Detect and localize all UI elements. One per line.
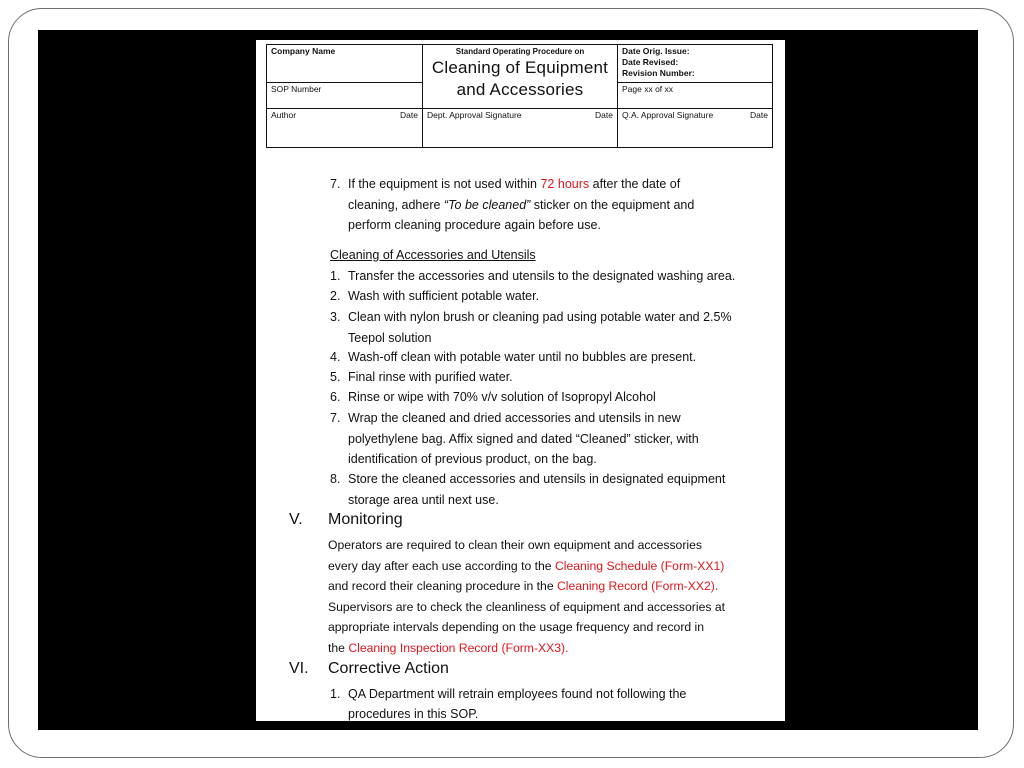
accessory-step-line: Wash with sufficient potable water. <box>348 289 540 303</box>
company-name-cell <box>267 45 423 83</box>
accessory-step-number: 5. <box>330 370 341 384</box>
date-orig-label: Date Orig. Issue: <box>622 46 690 56</box>
step-7-line-2 <box>348 195 778 216</box>
qa-approval-label: Q.A. Approval Signature <box>622 110 714 120</box>
monitoring-line-2 <box>328 556 773 577</box>
accessory-step-number: 8. <box>330 472 341 486</box>
monitoring-line-3 <box>328 576 773 597</box>
sop-document-page <box>256 40 785 721</box>
revision-number-label: Revision Number: <box>622 68 695 78</box>
qa-date-label: Date <box>750 110 768 120</box>
accessory-step-line: Teepol solution <box>348 330 432 345</box>
monitoring-line-6 <box>328 638 773 659</box>
text-span: after the date of <box>589 177 681 191</box>
step-7-line-1 <box>348 174 778 195</box>
step-number: 7. <box>330 177 341 191</box>
monitoring-line-4: Supervisors are to check the cleanliness of equipment and accessories at <box>328 600 725 614</box>
author-cell <box>267 109 423 148</box>
dept-date-label: Date <box>595 110 613 120</box>
text-span: sticker on the equipment and <box>530 198 695 212</box>
author-label: Author <box>271 110 297 120</box>
accessory-step-number: 7. <box>330 411 341 425</box>
page-cell <box>618 83 773 109</box>
dept-approval-cell <box>423 109 618 148</box>
cleaning-record-ref: Cleaning Record (Form-XX2). <box>557 579 719 593</box>
sop-title-line1: Cleaning of Equipment <box>431 58 609 77</box>
sop-header-table <box>266 44 773 148</box>
accessory-step-line: Final rinse with purified water. <box>348 370 513 384</box>
text-span: cleaning, adhere <box>348 198 444 212</box>
sop-number-label: SOP Number <box>271 84 322 94</box>
step-7-line-3: perform cleaning procedure again before use. <box>348 218 601 232</box>
section-vi-title: Corrective Action <box>328 660 449 677</box>
sop-title-cell <box>423 45 618 109</box>
accessory-step-number: 3. <box>330 310 341 324</box>
corrective-line-2: procedures in this SOP. <box>348 707 479 721</box>
accessory-step-line: Store the cleaned accessories and utensils in designated equipment <box>348 472 726 486</box>
section-v-number: V. <box>289 511 303 528</box>
author-date-label: Date <box>400 110 418 120</box>
accessories-heading: Cleaning of Accessories and Utensils <box>330 248 536 262</box>
dates-cell <box>618 45 773 83</box>
qa-approval-cell <box>618 109 773 148</box>
monitoring-line-5: appropriate intervals depending on the usage frequency and record in <box>328 620 705 634</box>
text-span: and record their cleaning procedure in the <box>328 579 557 593</box>
to-be-cleaned-italic: “To be cleaned” <box>443 198 531 212</box>
sop-title-line2: and Accessories <box>456 80 584 99</box>
corrective-line-1: QA Department will retrain employees found not following the <box>348 687 687 701</box>
text-span: If the equipment is not used within <box>348 177 541 191</box>
accessory-step-line: Rinse or wipe with 70% v/v solution of Isopropyl Alcohol <box>348 390 656 404</box>
text-span: the <box>328 641 349 655</box>
accessory-step-line: Transfer the accessories and utensils to the designated washing area. <box>348 269 736 283</box>
page-number-label: Page xx of xx <box>622 84 674 94</box>
section-v-title: Monitoring <box>328 511 403 528</box>
accessory-step-line: storage area until next use. <box>348 492 499 507</box>
sop-title-top: Standard Operating Procedure on <box>455 47 585 56</box>
accessory-step-line: polyethylene bag. Affix signed and dated “Cleaned” sticker, with <box>348 431 699 446</box>
dept-approval-label: Dept. Approval Signature <box>427 110 522 120</box>
cleaning-schedule-ref: Cleaning Schedule (Form-XX1) <box>554 559 725 573</box>
cleaning-inspection-ref: Cleaning Inspection Record (Form-XX3). <box>348 641 569 655</box>
corrective-step-number: 1. <box>330 687 341 701</box>
accessory-step-number: 6. <box>330 390 341 404</box>
text-span: every day after each use according to the <box>328 559 555 573</box>
sop-number-cell <box>267 83 423 109</box>
accessory-step-number: 2. <box>330 289 341 303</box>
monitoring-line-1: Operators are required to clean their own equipment and accessories <box>328 538 702 552</box>
accessory-step-number: 4. <box>330 350 341 364</box>
section-vi-number: VI. <box>289 660 309 677</box>
highlight-72-hours: 72 hours <box>540 177 590 191</box>
accessory-step-line: Clean with nylon brush or cleaning pad using potable water and 2.5% <box>348 310 732 324</box>
date-revised-label: Date Revised: <box>622 57 679 67</box>
company-name-label: Company Name <box>271 46 336 56</box>
accessory-step-number: 1. <box>330 269 341 283</box>
accessory-step-line: Wash-off clean with potable water until no bubbles are present. <box>348 350 697 364</box>
accessory-step-line: Wrap the cleaned and dried accessories and utensils in new <box>348 411 681 425</box>
accessory-step-line: identification of previous product, on the bag. <box>348 452 597 466</box>
